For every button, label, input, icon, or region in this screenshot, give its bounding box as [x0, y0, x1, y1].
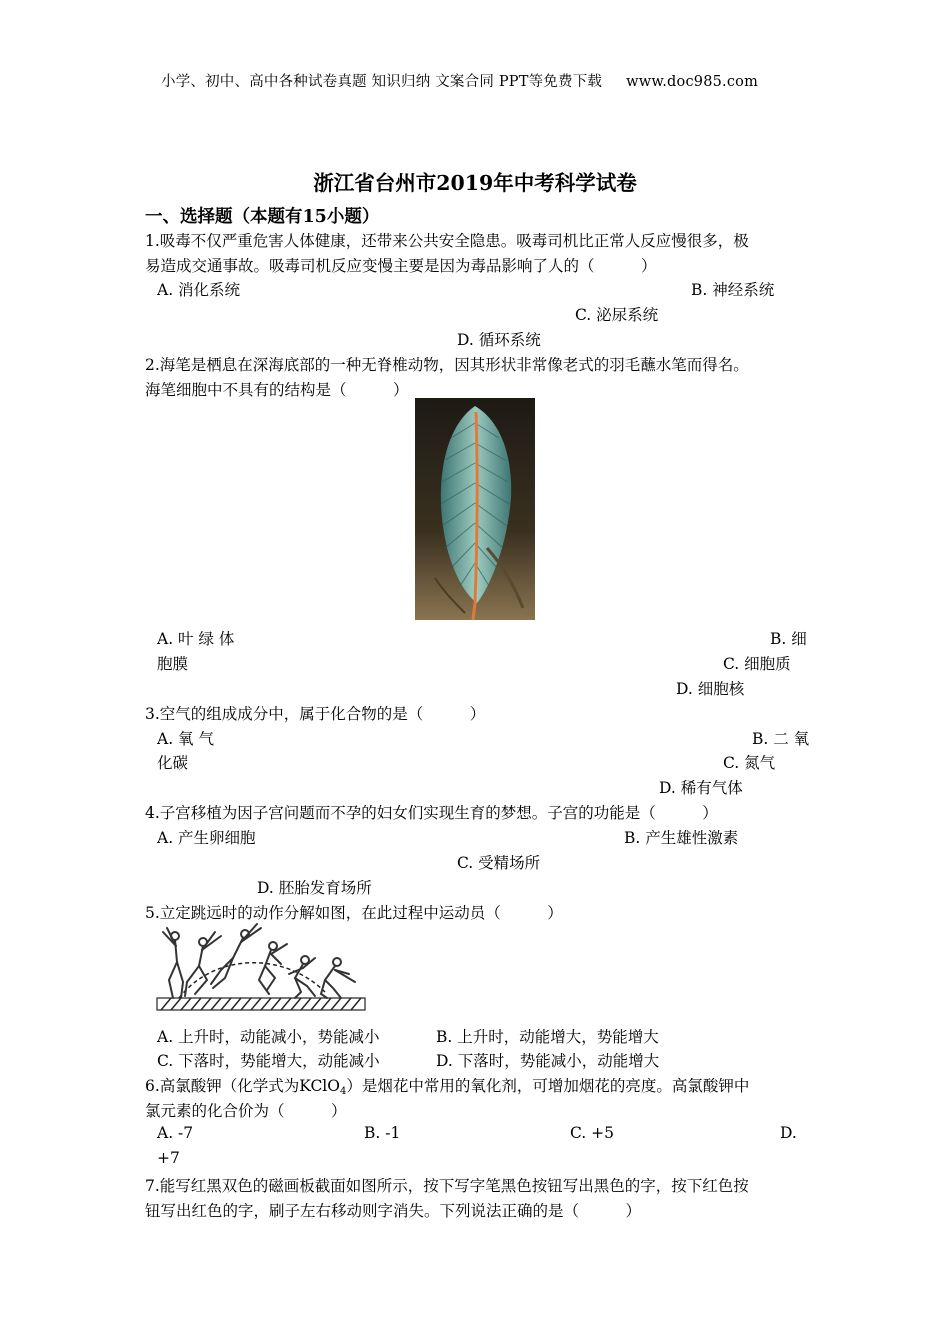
- page-title: 浙江省台州市2019年中考科学试卷: [313, 171, 637, 195]
- q4-option-c: C. 受精场所: [457, 854, 541, 872]
- q3-option-d: D. 稀有气体: [659, 779, 743, 797]
- q6-stem-line2: 氯元素的化合价为（ ）: [145, 1102, 347, 1120]
- q2-option-b-part1: B. 细: [770, 630, 807, 648]
- q6-option-b: B. -1: [364, 1124, 401, 1142]
- q5-option-d: D. 下落时，势能减小，动能增大: [436, 1052, 660, 1070]
- q1-option-d: D. 循环系统: [457, 331, 541, 349]
- sea-pen-photo: [415, 398, 535, 620]
- q7-stem-line1: 7.能写红黑双色的磁画板截面如图所示，按下写字笔黑色按钮写出黑色的字，按下红色按: [145, 1177, 749, 1195]
- q6-option-d-part2: +7: [157, 1149, 180, 1167]
- q6-subscript: 4: [339, 1086, 347, 1097]
- q1-option-b: B. 神经系统: [691, 281, 775, 299]
- q3-option-b-part2: 化碳: [157, 754, 189, 772]
- q6-option-c: C. +5: [570, 1124, 615, 1142]
- q4-option-a: A. 产生卵细胞: [157, 829, 256, 847]
- q3-option-c: C. 氮气: [723, 754, 776, 772]
- q2-stem-line1: 2.海笔是栖息在深海底部的一种无脊椎动物，因其形状非常像老式的羽毛蘸水笔而得名。: [145, 356, 749, 374]
- q6-stem-line1-b: ）是烟花中常用的氧化剂，可增加烟花的亮度。高氯酸钾中: [346, 1077, 750, 1095]
- q2-option-a: A. 叶 绿 体: [157, 630, 235, 648]
- q2-option-b-part2: 胞膜: [157, 655, 189, 673]
- q3-stem: 3.空气的组成成分中，属于化合物的是（ ）: [145, 705, 486, 723]
- q6-stem-line1-a: 6.高氯酸钾（化学式为KClO: [145, 1077, 340, 1095]
- q5-option-c: C. 下落时，势能增大，动能减小: [157, 1052, 380, 1070]
- q4-option-b: B. 产生雄性激素: [624, 829, 739, 847]
- q2-option-d: D. 细胞核: [676, 680, 745, 698]
- q6-option-a: A. -7: [157, 1124, 194, 1142]
- q3-option-a: A. 氧 气: [157, 730, 214, 748]
- q3-option-b-part1: B. 二 氧: [752, 730, 810, 748]
- q6-stem-line1: [145, 1074, 749, 1097]
- q4-option-d: D. 胚胎发育场所: [257, 879, 372, 897]
- section-heading: 一、选择题（本题有15小题）: [145, 207, 380, 227]
- q6-option-d-part1: D.: [780, 1124, 797, 1142]
- q2-option-c: C. 细胞质: [723, 655, 791, 673]
- q2-stem-line2: 海笔细胞中不具有的结构是（ ）: [145, 381, 409, 399]
- q5-option-b: B. 上升时，动能增大，势能增大: [436, 1028, 659, 1046]
- q7-stem-line2: 钮写出红色的字，刷子左右移动则字消失。下列说法正确的是（ ）: [145, 1202, 642, 1220]
- q1-option-a: A. 消化系统: [157, 281, 241, 299]
- q5-stem: 5.立定跳远时的动作分解如图，在此过程中运动员（ ）: [145, 904, 563, 922]
- header-url: www.doc985.com: [626, 74, 759, 90]
- header-text: 小学、初中、高中各种试卷真题 知识归纳 文案合同 PPT等免费下载: [161, 74, 603, 90]
- page-header: [161, 70, 758, 91]
- q1-stem-line2: 易造成交通事故。吸毒司机反应变慢主要是因为毒品影响了人的（ ）: [145, 257, 657, 275]
- q1-option-c: C. 泌尿系统: [575, 306, 659, 324]
- standing-long-jump-figure: [155, 922, 367, 1014]
- q1-stem-line1: 1.吸毒不仅严重危害人体健康，还带来公共安全隐患。吸毒司机比正常人反应慢很多，极: [145, 232, 749, 250]
- q4-stem: 4.子宫移植为因子宫问题而不孕的妇女们实现生育的梦想。子宫的功能是（ ）: [145, 804, 718, 822]
- q5-option-a: A. 上升时，动能减小，势能减小: [157, 1028, 380, 1046]
